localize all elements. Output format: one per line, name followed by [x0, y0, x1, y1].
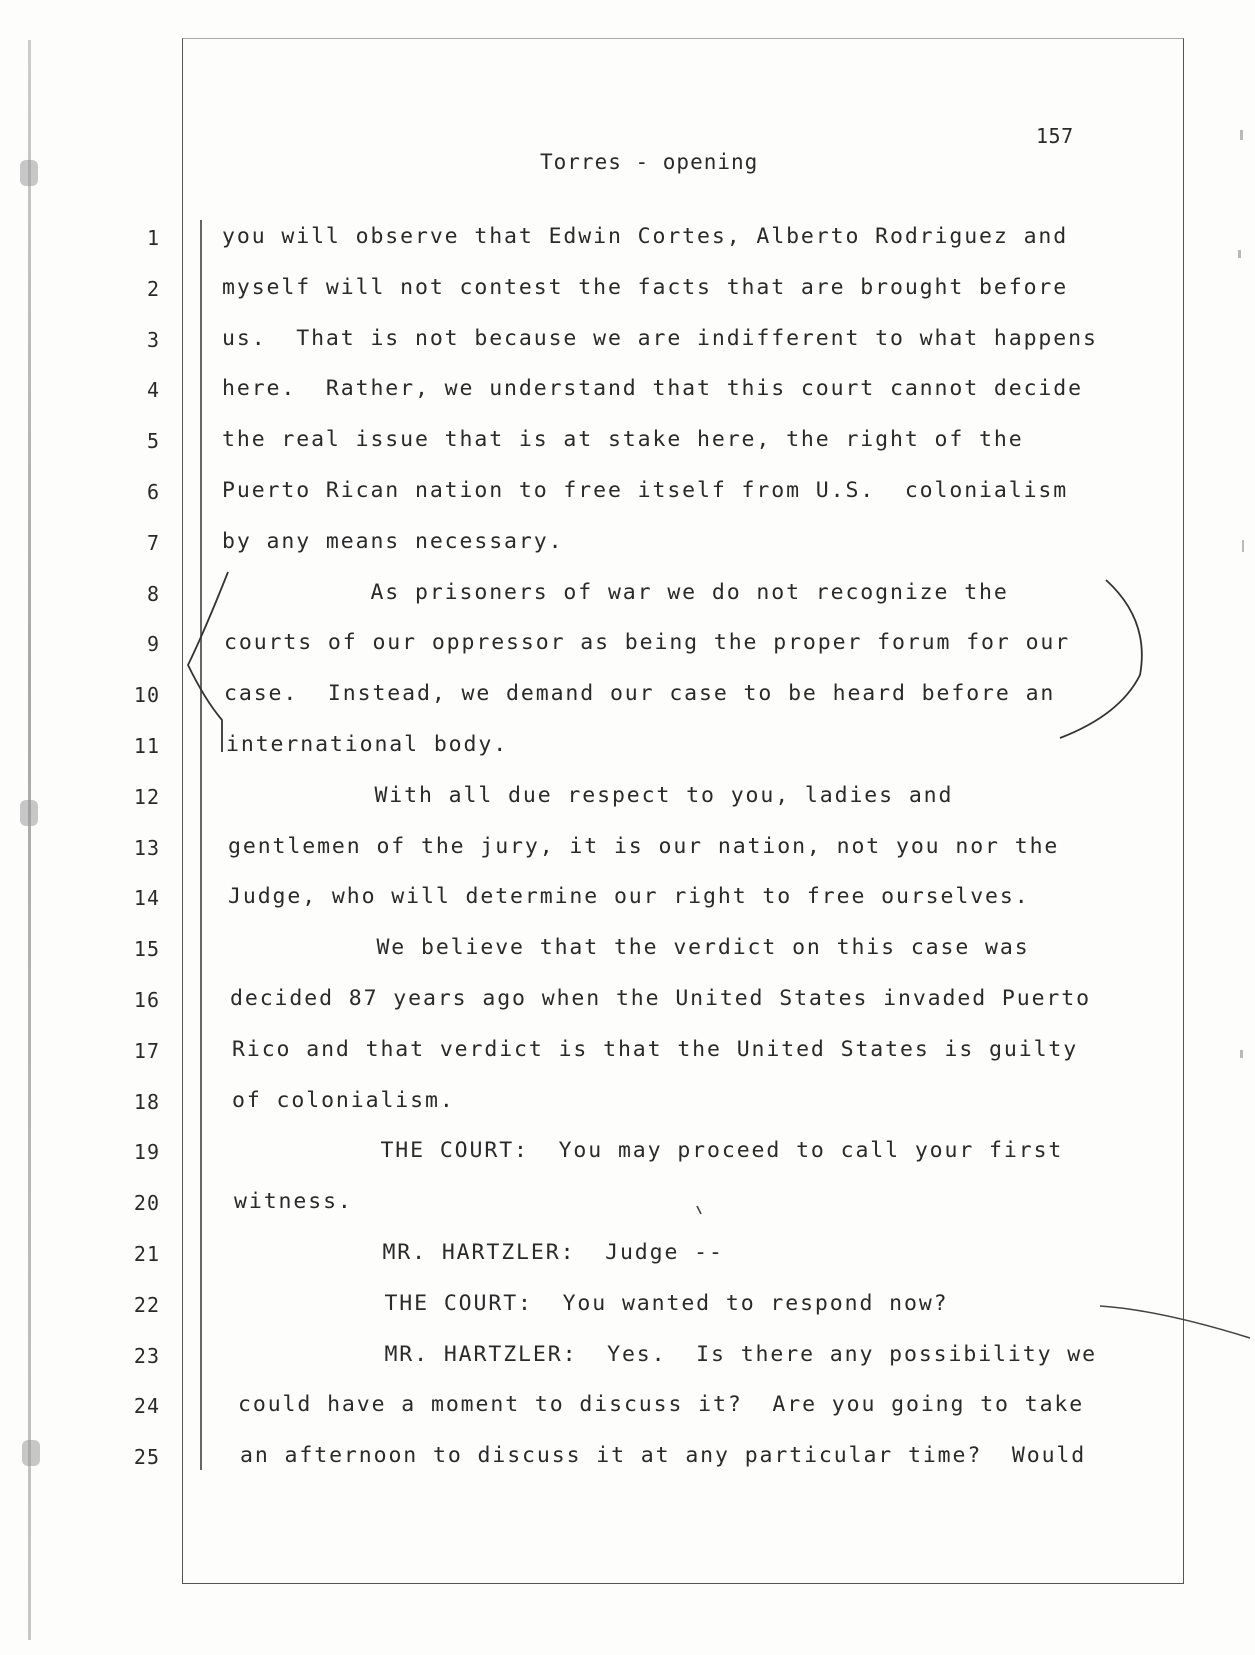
- line-number: 2: [146, 277, 160, 301]
- line-number: 3: [146, 328, 160, 352]
- line-number: 25: [133, 1445, 160, 1469]
- transcript-line: MR. HARTZLER: Yes. Is there any possibility we: [236, 1342, 1097, 1367]
- pen-mark: [697, 1206, 701, 1214]
- page-header: Torres - opening: [540, 150, 759, 174]
- transcript-line: We believe that the verdict on this case was: [228, 935, 1030, 960]
- line-number: 16: [133, 988, 160, 1012]
- transcript-line: the real issue that is at stake here, the right of the: [222, 427, 1024, 452]
- line-number: 8: [146, 582, 160, 606]
- transcript-line: MR. HARTZLER: Judge --: [234, 1240, 724, 1265]
- scan-speck: [1238, 250, 1241, 258]
- line-number: 11: [133, 734, 160, 758]
- transcript-line: could have a moment to discuss it? Are you going to take: [238, 1392, 1085, 1417]
- line-number: 23: [133, 1344, 160, 1368]
- left-bracket: [188, 572, 228, 752]
- transcript-line: Puerto Rican nation to free itself from U.S. colonialism: [222, 478, 1069, 503]
- line-number: 12: [133, 785, 160, 809]
- transcript-line: of colonialism.: [232, 1088, 455, 1113]
- line-number: 24: [133, 1394, 160, 1418]
- scan-speck: [1240, 130, 1243, 140]
- transcript-line: gentlemen of the jury, it is our nation, not you nor the: [228, 834, 1060, 859]
- transcript-line: As prisoners of war we do not recognize the: [222, 580, 1009, 605]
- line-number: 5: [146, 429, 160, 453]
- page-number: 157: [1036, 124, 1074, 148]
- line-number: 15: [133, 937, 160, 961]
- line-number: 18: [133, 1090, 160, 1114]
- transcript-line: THE COURT: You may proceed to call your first: [232, 1138, 1064, 1163]
- transcript-line: decided 87 years ago when the United States invaded Puerto: [230, 986, 1091, 1011]
- transcript-line: courts of our oppressor as being the proper forum for our: [224, 630, 1071, 655]
- transcript-line: us. That is not because we are indifferent to what happens: [222, 326, 1098, 351]
- line-number: 4: [146, 378, 160, 402]
- line-number: 14: [133, 886, 160, 910]
- transcript-line: you will observe that Edwin Cortes, Alberto Rodriguez and: [222, 224, 1069, 249]
- right-bracket: [1060, 580, 1142, 738]
- line-number: 13: [133, 836, 160, 860]
- line-number: 22: [133, 1293, 160, 1317]
- transcript-line: With all due respect to you, ladies and: [226, 783, 954, 808]
- transcript-line: here. Rather, we understand that this court cannot decide: [222, 376, 1083, 401]
- transcript-line: by any means necessary.: [222, 529, 564, 554]
- line-number: 20: [133, 1191, 160, 1215]
- line-number: 1: [146, 226, 160, 250]
- line-number: 7: [146, 531, 160, 555]
- margin-tick-mark: [1100, 1306, 1250, 1338]
- transcript-line: Judge, who will determine our right to free ourselves.: [228, 884, 1030, 909]
- transcript-line: an afternoon to discuss it at any particular time? Would: [240, 1443, 1087, 1468]
- transcript-line: myself will not contest the facts that are brought before: [222, 275, 1069, 300]
- transcript-line: Rico and that verdict is that the United States is guilty: [232, 1037, 1079, 1062]
- scan-speck: [1242, 540, 1244, 552]
- line-number: 9: [146, 632, 160, 656]
- line-number: 21: [133, 1242, 160, 1266]
- scan-speck: [1240, 1050, 1243, 1058]
- line-number: 19: [133, 1140, 160, 1164]
- line-number: 6: [146, 480, 160, 504]
- transcript-line: international body.: [226, 732, 509, 757]
- transcript-line: THE COURT: You wanted to respond now?: [236, 1291, 949, 1316]
- transcript-line: case. Instead, we demand our case to be heard before an: [224, 681, 1056, 706]
- line-number: 10: [133, 683, 160, 707]
- transcript-line: witness.: [234, 1189, 353, 1214]
- line-number: 17: [133, 1039, 160, 1063]
